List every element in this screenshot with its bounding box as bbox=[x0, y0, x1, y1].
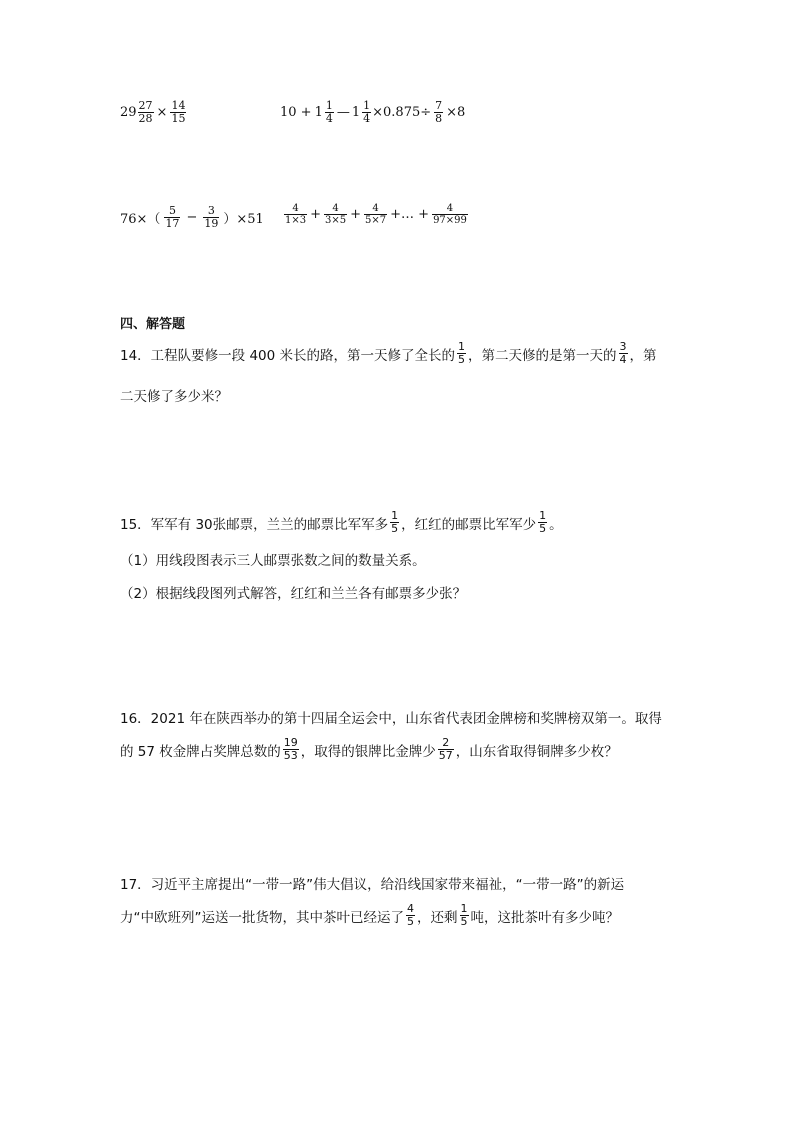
fraction: $\frac{1}{5}$ bbox=[458, 340, 466, 366]
section-title: 四、解答题 bbox=[120, 317, 186, 332]
expression-3: 76×（ $\frac{5}{17}$ − $\frac{3}{19}$ ）×51 bbox=[120, 204, 264, 230]
question-17-line-2: 力“中欧班列”运送一批货物，其中茶叶已经运了 $\frac{4}{5}$ ，还剩 $\frac{1}{5}$ 吨，这批茶叶有多少吨？ bbox=[120, 902, 619, 928]
mixed-number: 1 $\frac{1}{4}$ bbox=[351, 99, 371, 125]
fraction: $\frac{3}{4}$ bbox=[619, 340, 627, 366]
fraction: $\frac{5}{17}$ bbox=[165, 204, 180, 230]
fraction: $\frac{19}{53}$ bbox=[283, 736, 298, 762]
question-17: 17．习近平主席提出“一带一路”伟大倡议，给沿线国家带来福祉，“一带一路”的新运 bbox=[120, 877, 625, 893]
fraction: $\frac{4}{97\times 99}$ bbox=[433, 203, 467, 226]
fraction: $\frac{1}{5}$ bbox=[460, 902, 468, 928]
fraction: $\frac{1}{5}$ bbox=[539, 509, 547, 535]
fraction: $\frac{27}{28}$ bbox=[138, 99, 153, 125]
question-16: 16．2021 年在陕西举办的第十四届全运会中，山东省代表团金牌榜和奖牌榜双第一。取得 bbox=[120, 711, 662, 727]
fraction: $\frac{14}{15}$ bbox=[171, 99, 186, 125]
question-14: 14．工程队要修一段 400 米长的路，第一天修了全长的 $\frac{1}{5}$ ，第二天修的是第一天的 $\frac{3}{4}$ ，第 bbox=[120, 340, 657, 366]
expression-2: 10 + 1 $\frac{1}{4}$ — 1 $\frac{1}{4}$ ×0.875÷ $\frac{7}{8}$ ×8 bbox=[280, 99, 466, 125]
fraction: $\frac{4}{1\times 3}$ bbox=[285, 203, 307, 226]
fraction: $\frac{7}{8}$ bbox=[435, 99, 443, 125]
question-15-part-1: （1）用线段图表示三人邮票张数之间的数量关系。 bbox=[120, 553, 426, 569]
mixed-number: 1 $\frac{1}{4}$ bbox=[314, 99, 333, 125]
expression-1 bbox=[120, 100, 187, 125]
whole-number: 29 bbox=[120, 105, 137, 120]
fraction: $\frac{4}{3\times 5}$ bbox=[325, 203, 347, 226]
fraction: $\frac{3}{19}$ bbox=[204, 204, 219, 230]
fraction: $\frac{2}{57}$ bbox=[438, 736, 453, 762]
fraction: $\frac{1}{5}$ bbox=[391, 509, 399, 535]
question-15-part-2: （2）根据线段图列式解答，红红和兰兰各有邮票多少张？ bbox=[120, 586, 467, 602]
expression-4: $\frac{4}{1\times 3}$ + $\frac{4}{3\times 5}$ + $\frac{4}{5\times 7}$ +… + $\frac{4}{97\times 99}$ bbox=[285, 203, 467, 226]
question-15: 15．军军有 30张邮票，兰兰的邮票比军军多 $\frac{1}{5}$ ，红红的邮票比军军少 $\frac{1}{5}$ 。 bbox=[120, 509, 563, 535]
question-16-line-2: 的 57 枚金牌占奖牌总数的 $\frac{19}{53}$ ，取得的银牌比金牌少 $\frac{2}{57}$ ，山东省取得铜牌多少枚？ bbox=[120, 736, 618, 762]
operator: × bbox=[156, 105, 168, 120]
fraction: $\frac{4}{5\times 7}$ bbox=[365, 203, 387, 226]
question-14-line-2: 二天修了多少米？ bbox=[120, 389, 228, 405]
fraction: $\frac{4}{5}$ bbox=[407, 902, 414, 928]
